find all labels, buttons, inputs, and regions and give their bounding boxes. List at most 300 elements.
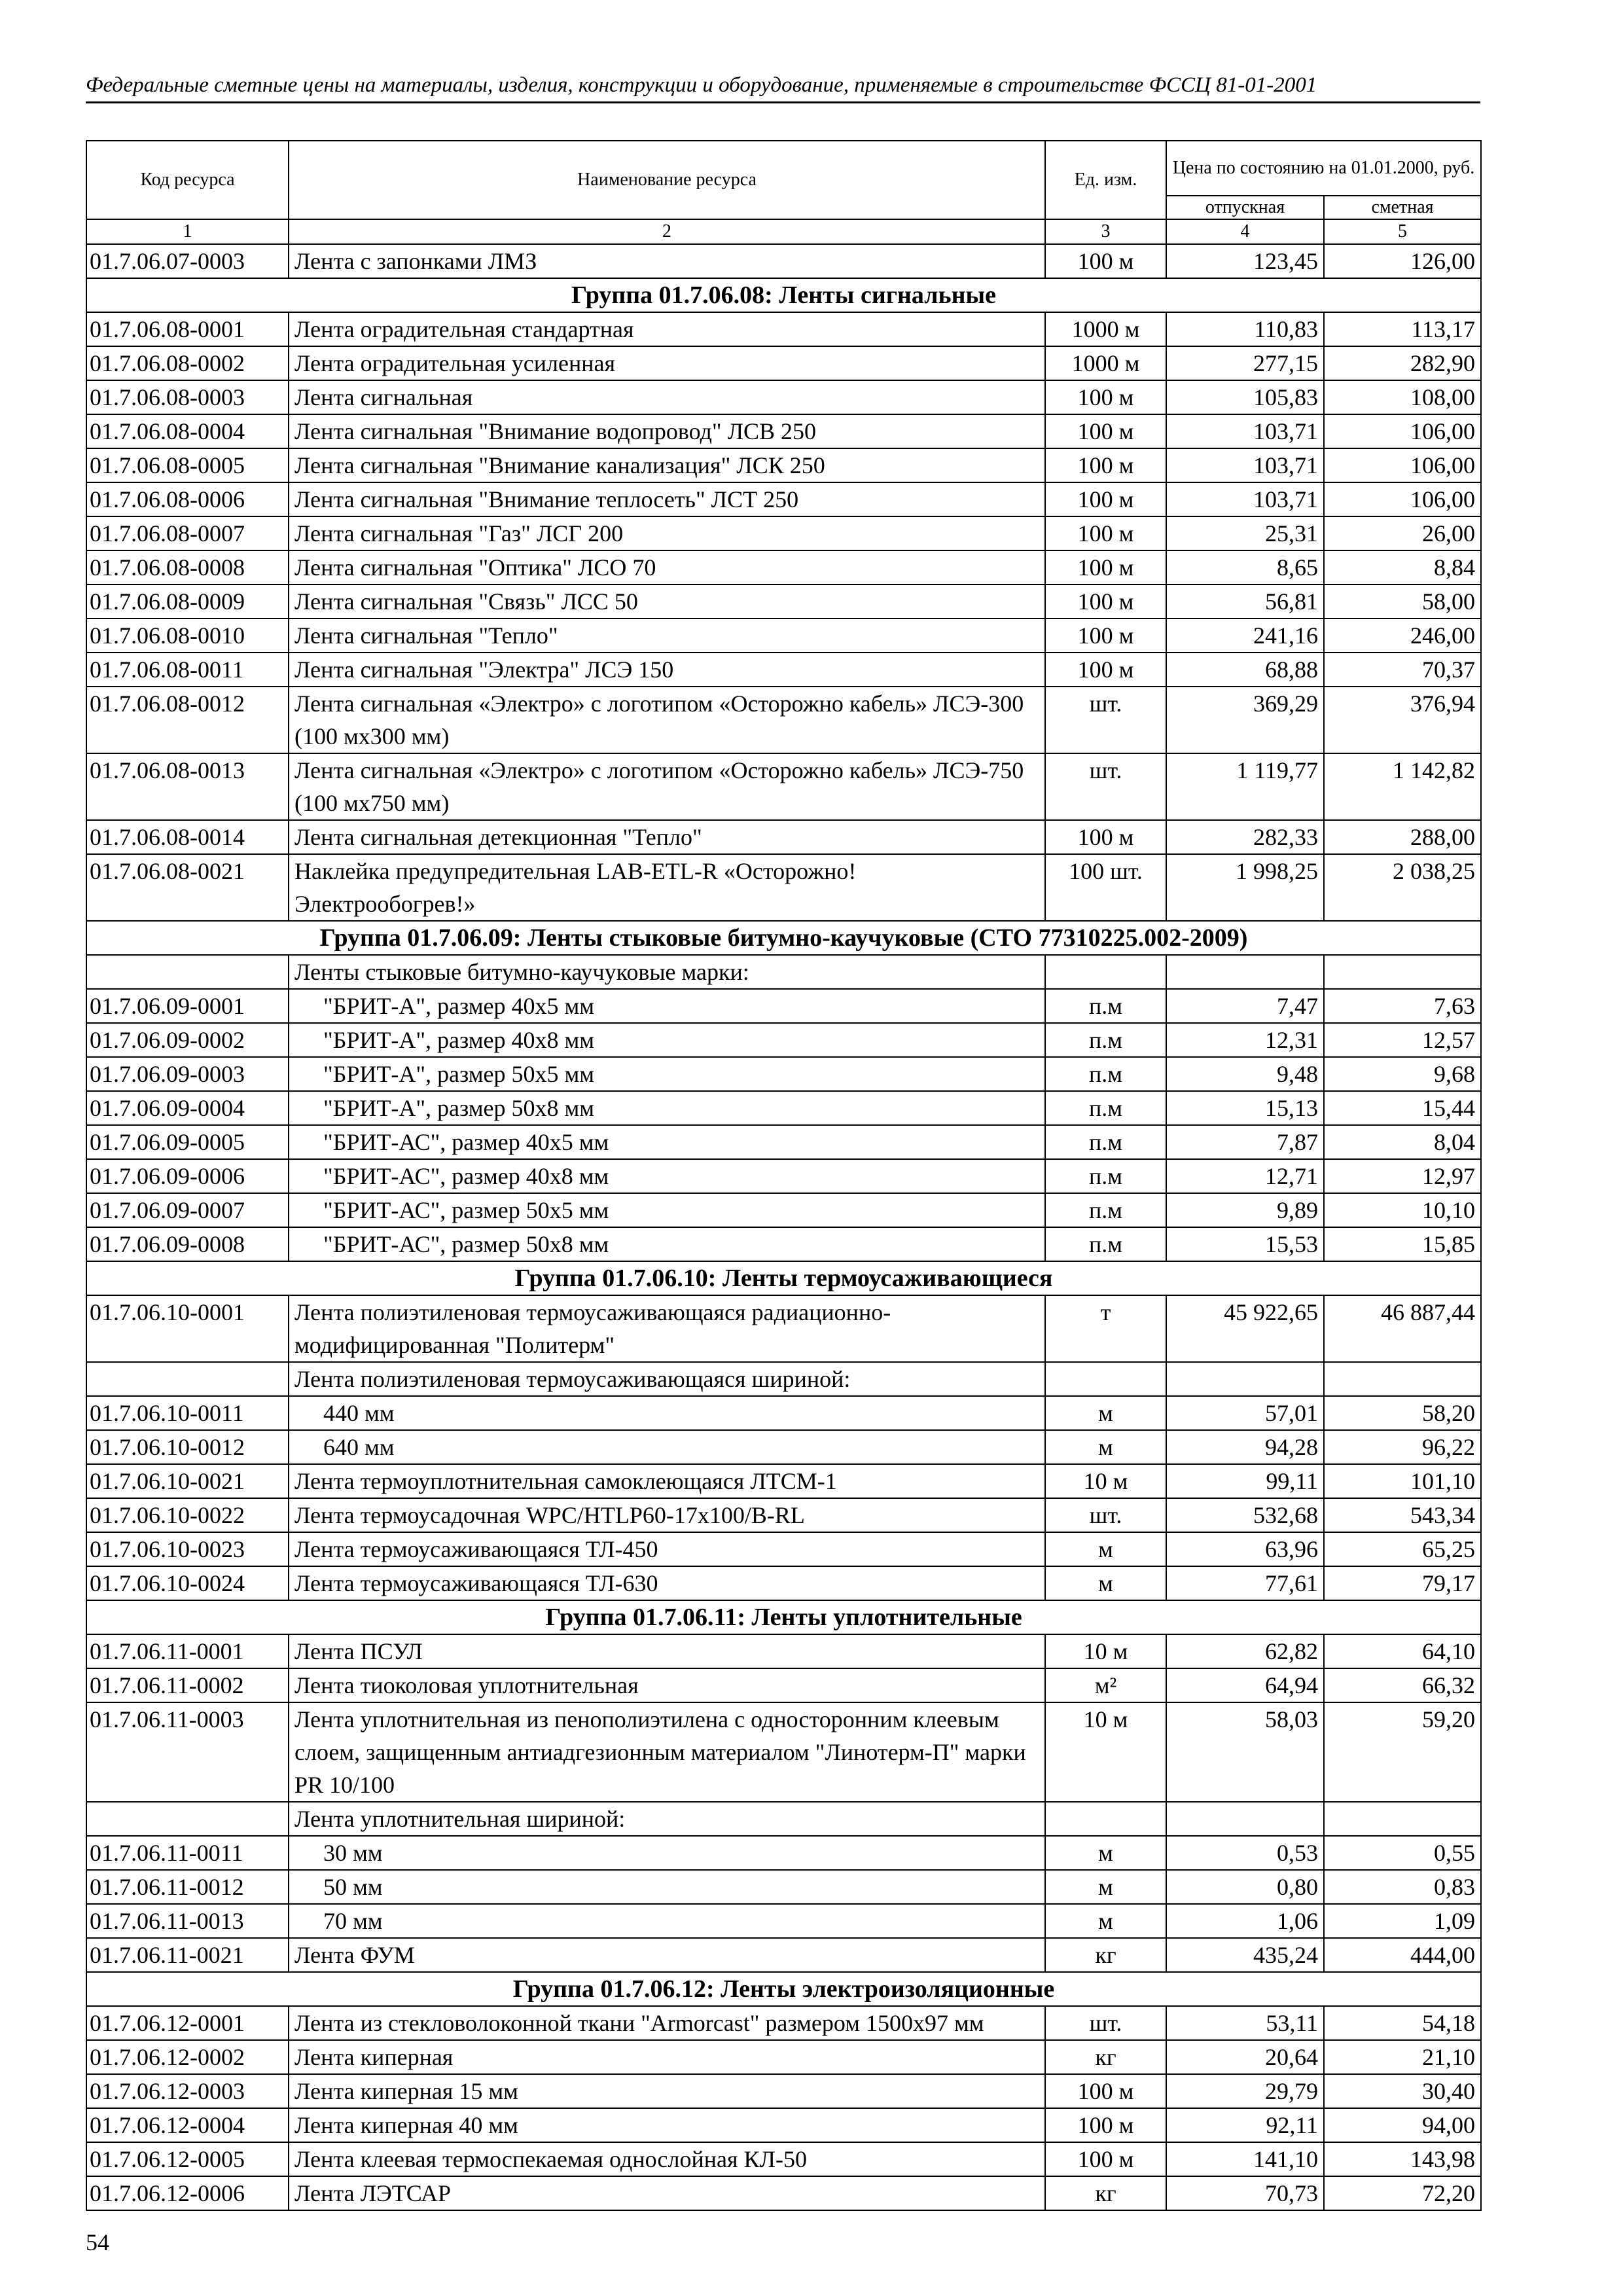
unit: 100 м: [1045, 516, 1166, 550]
group-header-row: [86, 1600, 1481, 1634]
price-estimate: 106,00: [1324, 414, 1481, 448]
table-row: [86, 854, 1481, 921]
resource-name: Лента оградительная стандартная: [289, 312, 1045, 346]
resource-name: 50 мм: [289, 1870, 1045, 1904]
column-number: 4: [1166, 219, 1324, 244]
price-estimate: 106,00: [1324, 482, 1481, 516]
resource-code: 01.7.06.11-0003: [86, 1702, 289, 1802]
resource-code: 01.7.06.09-0001: [86, 989, 289, 1023]
price-estimate: 79,17: [1324, 1566, 1481, 1600]
header-price-estimate: сметная: [1324, 196, 1481, 219]
price-cell: [1166, 1362, 1324, 1396]
resource-code: 01.7.06.08-0021: [86, 854, 289, 921]
resource-name: "БРИТ-АС", размер 40х8 мм: [289, 1159, 1045, 1193]
unit: 100 м: [1045, 820, 1166, 854]
table-row: [86, 380, 1481, 414]
unit: п.м: [1045, 1159, 1166, 1193]
resource-code: 01.7.06.11-0001: [86, 1634, 289, 1668]
resource-name: Наклейка предупредительная LAB-ETL-R «Осторожно! Электрообогрев!»: [289, 854, 1045, 921]
price-estimate: 64,10: [1324, 1634, 1481, 1668]
price-estimate: 7,63: [1324, 989, 1481, 1023]
price-cell: [1324, 1802, 1481, 1836]
table-row: [86, 1430, 1481, 1464]
unit: 100 м: [1045, 2108, 1166, 2142]
table-row: [86, 414, 1481, 448]
table-row: [86, 1159, 1481, 1193]
unit: п.м: [1045, 989, 1166, 1023]
table-row: [86, 653, 1481, 687]
price-estimate: 282,90: [1324, 346, 1481, 380]
price-release: 7,87: [1166, 1125, 1324, 1159]
unit-cell: [1045, 1802, 1166, 1836]
column-number: 2: [289, 219, 1045, 244]
unit: 100 м: [1045, 2074, 1166, 2108]
unit: кг: [1045, 2176, 1166, 2210]
unit: п.м: [1045, 1091, 1166, 1125]
table-row: [86, 619, 1481, 653]
price-estimate: 246,00: [1324, 619, 1481, 653]
unit: м: [1045, 1396, 1166, 1430]
table-row: [86, 1227, 1481, 1261]
resource-code: 01.7.06.08-0009: [86, 584, 289, 619]
price-cell: [1324, 955, 1481, 989]
price-release: 25,31: [1166, 516, 1324, 550]
price-release: 63,96: [1166, 1532, 1324, 1566]
price-estimate: 30,40: [1324, 2074, 1481, 2108]
resource-name: 70 мм: [289, 1904, 1045, 1938]
resource-code: 01.7.06.09-0006: [86, 1159, 289, 1193]
resource-name: Лента сигнальная "Внимание водопровод" ЛСВ 250: [289, 414, 1045, 448]
price-estimate: 143,98: [1324, 2142, 1481, 2176]
unit: 100 м: [1045, 380, 1166, 414]
header-price: Цена по состоянию на 01.01.2000, руб.: [1166, 141, 1481, 196]
code-cell: [86, 1362, 289, 1396]
resource-name: Лента киперная 40 мм: [289, 2108, 1045, 2142]
price-release: 57,01: [1166, 1396, 1324, 1430]
unit: м: [1045, 1532, 1166, 1566]
table-row: [86, 1295, 1481, 1362]
resource-name: Лента клеевая термоспекаемая однослойная КЛ-50: [289, 2142, 1045, 2176]
unit: м²: [1045, 1668, 1166, 1702]
price-release: 7,47: [1166, 989, 1324, 1023]
resource-code: 01.7.06.10-0011: [86, 1396, 289, 1430]
price-release: 282,33: [1166, 820, 1324, 854]
resource-name: Лента термоусаживающаяся ТЛ-450: [289, 1532, 1045, 1566]
resource-code: 01.7.06.09-0005: [86, 1125, 289, 1159]
table-row: [86, 2108, 1481, 2142]
group-title: Группа 01.7.06.12: Ленты электроизоляционные: [86, 1972, 1481, 2006]
price-estimate: 26,00: [1324, 516, 1481, 550]
resource-code: 01.7.06.11-0011: [86, 1836, 289, 1870]
resource-name: Лента сигнальная "Связь" ЛСС 50: [289, 584, 1045, 619]
table-row: [86, 584, 1481, 619]
price-estimate: 2 038,25: [1324, 854, 1481, 921]
price-release: 94,28: [1166, 1430, 1324, 1464]
price-release: 105,83: [1166, 380, 1324, 414]
table-body: [86, 244, 1481, 2210]
table-row: [86, 2176, 1481, 2210]
price-release: 0,80: [1166, 1870, 1324, 1904]
unit: м: [1045, 1870, 1166, 1904]
price-release: 1,06: [1166, 1904, 1324, 1938]
price-cell: [1166, 1802, 1324, 1836]
price-release: 103,71: [1166, 482, 1324, 516]
unit: 10 м: [1045, 1702, 1166, 1802]
table-row: [86, 1125, 1481, 1159]
resource-code: 01.7.06.12-0005: [86, 2142, 289, 2176]
price-release: 9,48: [1166, 1057, 1324, 1091]
resource-name: Лента сигнальная "Газ" ЛСГ 200: [289, 516, 1045, 550]
resource-name: Лента полиэтиленовая термоусаживающаяся радиационно-модифицированная "Политерм": [289, 1295, 1045, 1362]
table-row: [86, 1091, 1481, 1125]
resource-name: "БРИТ-АС", размер 40х5 мм: [289, 1125, 1045, 1159]
resource-name: 640 мм: [289, 1430, 1045, 1464]
table-row: [86, 1904, 1481, 1938]
price-estimate: 113,17: [1324, 312, 1481, 346]
table-row: [86, 1634, 1481, 1668]
resource-code: 01.7.06.08-0008: [86, 550, 289, 584]
price-release: 435,24: [1166, 1938, 1324, 1972]
price-estimate: 15,44: [1324, 1091, 1481, 1125]
unit: 10 м: [1045, 1464, 1166, 1498]
unit: м: [1045, 1430, 1166, 1464]
price-estimate: 0,55: [1324, 1836, 1481, 1870]
resource-name: 30 мм: [289, 1836, 1045, 1870]
header-name: Наименование ресурса: [289, 141, 1045, 219]
resource-name: "БРИТ-А", размер 50х8 мм: [289, 1091, 1045, 1125]
resource-code: 01.7.06.07-0003: [86, 244, 289, 278]
unit: кг: [1045, 1938, 1166, 1972]
price-estimate: 0,83: [1324, 1870, 1481, 1904]
table-row: [86, 687, 1481, 753]
table-row: [86, 1057, 1481, 1091]
table-row: [86, 1938, 1481, 1972]
header-price-release: отпускная: [1166, 196, 1324, 219]
resource-name: Лента ПСУЛ: [289, 1634, 1045, 1668]
unit: м: [1045, 1566, 1166, 1600]
table-row: [86, 1023, 1481, 1057]
group-header-row: [86, 1972, 1481, 2006]
table-row: [86, 1668, 1481, 1702]
resource-name: "БРИТ-АС", размер 50х8 мм: [289, 1227, 1045, 1261]
resource-code: 01.7.06.10-0022: [86, 1498, 289, 1532]
price-estimate: 543,34: [1324, 1498, 1481, 1532]
table-row: [86, 1532, 1481, 1566]
price-estimate: 8,84: [1324, 550, 1481, 584]
unit: 100 шт.: [1045, 854, 1166, 921]
price-release: 12,31: [1166, 1023, 1324, 1057]
price-release: 123,45: [1166, 244, 1324, 278]
resource-name: Лента термоусадочная WPC/HTLP60-17x100/B-RL: [289, 1498, 1045, 1532]
price-estimate: 54,18: [1324, 2006, 1481, 2040]
resource-code: 01.7.06.10-0023: [86, 1532, 289, 1566]
table-row: [86, 1464, 1481, 1498]
resource-name: Лента ФУМ: [289, 1938, 1045, 1972]
price-estimate: 108,00: [1324, 380, 1481, 414]
unit: 100 м: [1045, 244, 1166, 278]
unit: п.м: [1045, 1125, 1166, 1159]
resource-name: Лента сигнальная "Оптика" ЛСО 70: [289, 550, 1045, 584]
subheading-row: [86, 955, 1481, 989]
price-release: 241,16: [1166, 619, 1324, 653]
subheading-text: Лента полиэтиленовая термоусаживающаяся шириной:: [289, 1362, 1045, 1396]
table-row: [86, 989, 1481, 1023]
resource-code: 01.7.06.12-0002: [86, 2040, 289, 2074]
unit: м: [1045, 1836, 1166, 1870]
unit: кг: [1045, 2040, 1166, 2074]
resource-code: 01.7.06.10-0024: [86, 1566, 289, 1600]
table-row: [86, 2142, 1481, 2176]
price-release: 12,71: [1166, 1159, 1324, 1193]
unit: 100 м: [1045, 448, 1166, 482]
resource-code: 01.7.06.08-0004: [86, 414, 289, 448]
resource-name: Лента сигнальная «Электро» с логотипом «Осторожно кабель» ЛСЭ-300 (100 мх300 мм): [289, 687, 1045, 753]
subheading-text: Ленты стыковые битумно-каучуковые марки:: [289, 955, 1045, 989]
resource-code: 01.7.06.09-0007: [86, 1193, 289, 1227]
unit-cell: [1045, 1362, 1166, 1396]
price-release: 64,94: [1166, 1668, 1324, 1702]
page-number: 54: [86, 2229, 109, 2255]
price-cell: [1166, 955, 1324, 989]
resource-name: Лента сигнальная "Внимание теплосеть" ЛСТ 250: [289, 482, 1045, 516]
price-estimate: 126,00: [1324, 244, 1481, 278]
subheading-text: Лента уплотнительная шириной:: [289, 1802, 1045, 1836]
table-row: [86, 550, 1481, 584]
price-release: 68,88: [1166, 653, 1324, 687]
column-number: 1: [86, 219, 289, 244]
unit: 1000 м: [1045, 312, 1166, 346]
resource-code: 01.7.06.08-0013: [86, 753, 289, 820]
unit: шт.: [1045, 1498, 1166, 1532]
resource-code: 01.7.06.09-0004: [86, 1091, 289, 1125]
unit: шт.: [1045, 2006, 1166, 2040]
price-release: 110,83: [1166, 312, 1324, 346]
price-release: 99,11: [1166, 1464, 1324, 1498]
unit: т: [1045, 1295, 1166, 1362]
price-release: 0,53: [1166, 1836, 1324, 1870]
resource-code: 01.7.06.08-0010: [86, 619, 289, 653]
table-row: [86, 753, 1481, 820]
header-unit: Ед. изм.: [1045, 141, 1166, 219]
resource-code: 01.7.06.08-0005: [86, 448, 289, 482]
resource-name: "БРИТ-А", размер 40х8 мм: [289, 1023, 1045, 1057]
price-release: 1 998,25: [1166, 854, 1324, 921]
group-title: Группа 01.7.06.11: Ленты уплотнительные: [86, 1600, 1481, 1634]
unit: 100 м: [1045, 550, 1166, 584]
price-release: 103,71: [1166, 448, 1324, 482]
price-estimate: 444,00: [1324, 1938, 1481, 1972]
price-estimate: 15,85: [1324, 1227, 1481, 1261]
running-head: Федеральные сметные цены на материалы, изделия, конструкции и оборудование, применяемые в строительстве ФССЦ 81-01-2001: [86, 73, 1480, 103]
unit: шт.: [1045, 753, 1166, 820]
table-row: [86, 1566, 1481, 1600]
resource-name: Лента сигнальная "Электра" ЛСЭ 150: [289, 653, 1045, 687]
resource-code: 01.7.06.08-0007: [86, 516, 289, 550]
table-row: [86, 1702, 1481, 1802]
resource-name: Лента тиоколовая уплотнительная: [289, 1668, 1045, 1702]
resource-code: 01.7.06.08-0014: [86, 820, 289, 854]
subheading-row: [86, 1362, 1481, 1396]
table-row: [86, 2074, 1481, 2108]
price-estimate: 9,68: [1324, 1057, 1481, 1091]
unit: п.м: [1045, 1057, 1166, 1091]
resource-name: 440 мм: [289, 1396, 1045, 1430]
resource-code: 01.7.06.11-0012: [86, 1870, 289, 1904]
price-estimate: 101,10: [1324, 1464, 1481, 1498]
unit: п.м: [1045, 1023, 1166, 1057]
resource-name: Лента сигнальная: [289, 380, 1045, 414]
table-row: [86, 1498, 1481, 1532]
group-header-row: [86, 1261, 1481, 1295]
table-row: [86, 2006, 1481, 2040]
resource-code: 01.7.06.09-0002: [86, 1023, 289, 1057]
price-estimate: 58,20: [1324, 1396, 1481, 1430]
table-row: [86, 1193, 1481, 1227]
price-estimate: 1,09: [1324, 1904, 1481, 1938]
resource-code: 01.7.06.11-0013: [86, 1904, 289, 1938]
price-estimate: 65,25: [1324, 1532, 1481, 1566]
resource-name: Лента ЛЭТСАР: [289, 2176, 1045, 2210]
price-release: 29,79: [1166, 2074, 1324, 2108]
resource-code: 01.7.06.10-0001: [86, 1295, 289, 1362]
price-release: 62,82: [1166, 1634, 1324, 1668]
price-estimate: 21,10: [1324, 2040, 1481, 2074]
price-release: 53,11: [1166, 2006, 1324, 2040]
column-numbers-row: [86, 219, 1481, 244]
price-estimate: 72,20: [1324, 2176, 1481, 2210]
unit-cell: [1045, 955, 1166, 989]
price-estimate: 106,00: [1324, 448, 1481, 482]
price-release: 92,11: [1166, 2108, 1324, 2142]
unit: п.м: [1045, 1227, 1166, 1261]
price-estimate: 376,94: [1324, 687, 1481, 753]
resource-name: Лента уплотнительная из пенополиэтилена с односторонним клеевым слоем, защищенным антиадгезионным материалом "Линотерм-П" марки PR 10/100: [289, 1702, 1045, 1802]
resource-code: 01.7.06.09-0008: [86, 1227, 289, 1261]
table-row: [86, 1396, 1481, 1430]
price-estimate: 58,00: [1324, 584, 1481, 619]
resource-code: 01.7.06.08-0003: [86, 380, 289, 414]
price-release: 9,89: [1166, 1193, 1324, 1227]
resource-code: 01.7.06.12-0001: [86, 2006, 289, 2040]
group-title: Группа 01.7.06.10: Ленты термоусаживающиеся: [86, 1261, 1481, 1295]
unit: 10 м: [1045, 1634, 1166, 1668]
table-row: [86, 2040, 1481, 2074]
resource-code: 01.7.06.09-0003: [86, 1057, 289, 1091]
price-estimate: 70,37: [1324, 653, 1481, 687]
price-release: 532,68: [1166, 1498, 1324, 1532]
table-row: [86, 312, 1481, 346]
price-estimate: 94,00: [1324, 2108, 1481, 2142]
table-row: [86, 482, 1481, 516]
unit: м: [1045, 1904, 1166, 1938]
price-release: 77,61: [1166, 1566, 1324, 1600]
resource-code: 01.7.06.08-0011: [86, 653, 289, 687]
price-estimate: 46 887,44: [1324, 1295, 1481, 1362]
resource-name: Лента сигнальная "Внимание канализация" ЛСК 250: [289, 448, 1045, 482]
price-table: [86, 140, 1482, 2211]
price-estimate: 12,97: [1324, 1159, 1481, 1193]
resource-name: Лента сигнальная «Электро» с логотипом «Осторожно кабель» ЛСЭ-750 (100 мх750 мм): [289, 753, 1045, 820]
resource-name: Лента киперная: [289, 2040, 1045, 2074]
resource-code: 01.7.06.10-0021: [86, 1464, 289, 1498]
group-title: Группа 01.7.06.09: Ленты стыковые битумно-каучуковые (СТО 77310225.002-2009): [86, 921, 1481, 955]
unit: 100 м: [1045, 653, 1166, 687]
resource-name: Лента киперная 15 мм: [289, 2074, 1045, 2108]
resource-name: Лента с запонками ЛМЗ: [289, 244, 1045, 278]
unit: 100 м: [1045, 584, 1166, 619]
table-row: [86, 346, 1481, 380]
price-estimate: 288,00: [1324, 820, 1481, 854]
table-row: [86, 244, 1481, 278]
resource-name: Лента термоусаживающаяся ТЛ-630: [289, 1566, 1045, 1600]
price-estimate: 8,04: [1324, 1125, 1481, 1159]
resource-code: 01.7.06.12-0006: [86, 2176, 289, 2210]
price-release: 15,13: [1166, 1091, 1324, 1125]
column-number: 3: [1045, 219, 1166, 244]
group-header-row: [86, 278, 1481, 312]
resource-name: "БРИТ-АС", размер 50х5 мм: [289, 1193, 1045, 1227]
subheading-row: [86, 1802, 1481, 1836]
group-header-row: [86, 921, 1481, 955]
table-row: [86, 820, 1481, 854]
resource-name: Лента сигнальная "Тепло": [289, 619, 1045, 653]
price-release: 1 119,77: [1166, 753, 1324, 820]
price-estimate: 12,57: [1324, 1023, 1481, 1057]
resource-code: 01.7.06.08-0012: [86, 687, 289, 753]
table-row: [86, 448, 1481, 482]
table-row: [86, 1870, 1481, 1904]
resource-name: Лента из стекловолоконной ткани "Armorcast" размером 1500х97 мм: [289, 2006, 1045, 2040]
price-release: 45 922,65: [1166, 1295, 1324, 1362]
resource-name: Лента термоуплотнительная самоклеющаяся ЛТСМ-1: [289, 1464, 1045, 1498]
table-row: [86, 516, 1481, 550]
price-release: 8,65: [1166, 550, 1324, 584]
resource-code: 01.7.06.11-0002: [86, 1668, 289, 1702]
resource-name: "БРИТ-А", размер 50х5 мм: [289, 1057, 1045, 1091]
price-estimate: 1 142,82: [1324, 753, 1481, 820]
resource-code: 01.7.06.08-0006: [86, 482, 289, 516]
table-row: [86, 1836, 1481, 1870]
unit: 100 м: [1045, 2142, 1166, 2176]
unit: 1000 м: [1045, 346, 1166, 380]
unit: 100 м: [1045, 619, 1166, 653]
price-release: 103,71: [1166, 414, 1324, 448]
code-cell: [86, 1802, 289, 1836]
header-code: Код ресурса: [86, 141, 289, 219]
unit: 100 м: [1045, 414, 1166, 448]
price-release: 56,81: [1166, 584, 1324, 619]
resource-code: 01.7.06.12-0004: [86, 2108, 289, 2142]
price-estimate: 66,32: [1324, 1668, 1481, 1702]
price-release: 58,03: [1166, 1702, 1324, 1802]
group-title: Группа 01.7.06.08: Ленты сигнальные: [86, 278, 1481, 312]
price-release: 141,10: [1166, 2142, 1324, 2176]
price-release: 20,64: [1166, 2040, 1324, 2074]
resource-name: Лента оградительная усиленная: [289, 346, 1045, 380]
unit: шт.: [1045, 687, 1166, 753]
price-estimate: 96,22: [1324, 1430, 1481, 1464]
resource-code: 01.7.06.08-0002: [86, 346, 289, 380]
resource-code: 01.7.06.08-0001: [86, 312, 289, 346]
price-estimate: 59,20: [1324, 1702, 1481, 1802]
code-cell: [86, 955, 289, 989]
resource-code: 01.7.06.11-0021: [86, 1938, 289, 1972]
resource-code: 01.7.06.10-0012: [86, 1430, 289, 1464]
resource-code: 01.7.06.12-0003: [86, 2074, 289, 2108]
price-release: 70,73: [1166, 2176, 1324, 2210]
unit: п.м: [1045, 1193, 1166, 1227]
price-estimate: 10,10: [1324, 1193, 1481, 1227]
